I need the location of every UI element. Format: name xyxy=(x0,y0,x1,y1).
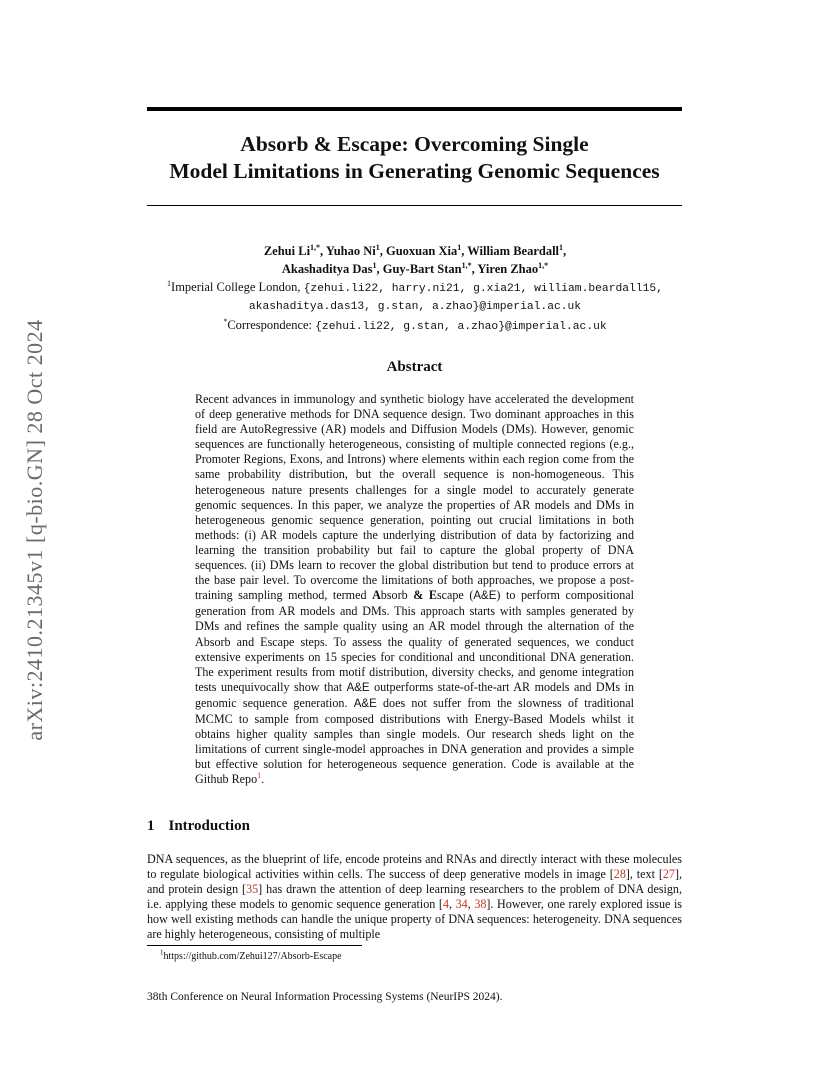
conference-note: 38th Conference on Neural Information Processing Systems (NeurIPS 2024). xyxy=(147,991,503,1003)
arxiv-identifier: arXiv:2410.21345v1 [q-bio.GN] 28 Oct 2024 xyxy=(22,319,47,741)
correspondence-emails: {zehui.li22, g.stan, a.zhao}@imperial.ac.uk xyxy=(315,321,607,333)
author-emails-continued: akashaditya.das13, g.stan, a.zhao}@imperial.ac.uk xyxy=(248,301,582,313)
abstract-body: Recent advances in immunology and synthetic biology have accelerated the development of deep generative methods for DNA sequence design. Two dominant approaches in this field are AutoRegressive (AR) models and Diffusion Models (DMs). However, genomic sequences are functionally heterogeneous, consisting of multiple connected regions (e.g., Promoter Regions, Exons, and Introns) where elements within each region come from the same probability distribution, but the overall sequence is non-homogeneous. This heterogeneous nature presents challenges for a single model to accurately generate genomic sequences. In this paper, we analyze the properties of AR models and DMs in heterogeneous genomic sequence generation, pointing out crucial limitations in both methods: (i) AR models capture the underlying distribution of data by factorizing and learning the transition probability but fail to capture the global property of DNA sequences. (ii) DMs learn to recover the global distribution but tend to produce errors at the base pair level. To overcome the limitations of both approaches, we propose a post-training sampling method, termed Absorb & Escape (A&E) to perform compositional generation from AR models and DMs. This approach starts with samples generated by DMs and refines the sample quality using an AR model through the alternation of the Absorb and Escape steps. To assess the quality of generated sequences, we conduct extensive experiments on 15 species for conditional and unconditional DNA generation. The experiment results from motif distribution, diversity checks, and genome integration tests unequivocally show that A&E outperforms state-of-the-art AR models and DMs in genomic sequence generation. A&E does not suffer from the slowness of traditional MCMC to sample from composed distributions with Energy-Based Models whilst it obtains higher quality samples than single models. Our research sheds light on the limitations of current single-model approaches in DNA generation and provides a simple but effective solution for heterogeneous sequence generation. Code is available at the Github Repo$^1$. xyxy=(195,392,635,787)
section-title: Introduction xyxy=(168,818,250,834)
citation-link[interactable]: 35 xyxy=(246,882,259,897)
author-names-line-1: Zehui $Li^{1,*}$, Yuhao Ni$^1$, Guoxuan Xia$^1$, William Beardall$^1$, xyxy=(263,242,567,258)
title-top-rule xyxy=(147,107,682,111)
section-heading-introduction xyxy=(147,818,250,835)
paper-title xyxy=(147,131,682,185)
affiliation-line: $^1$Imperial College London, {zehui.li22, harry.ni21, g.xia21, william.beardall15, xyxy=(167,278,663,295)
author-block xyxy=(120,242,710,336)
correspondence-line: *Correspondence: {zehui.li22, g.stan, a.zhao}@imperial.ac.uk xyxy=(223,316,607,333)
title-bottom-rule xyxy=(147,205,682,206)
citation-link[interactable]: 27 xyxy=(662,867,675,882)
citation-link[interactable]: 34 xyxy=(455,897,468,912)
arxiv-sidebar-stamp xyxy=(21,270,49,790)
footnote: $^1$https://github.com/Zehui127/Absorb-Escape xyxy=(160,948,342,962)
footnote-link[interactable]: 1 xyxy=(257,771,262,781)
method-abbreviation: A&E xyxy=(353,697,377,710)
author-names-line-2: Akashaditya Das$^1$, Guy-Bart Stan$^{1,*}$, Yiren Zhao$^{1,*}$ xyxy=(281,260,549,276)
abstract-heading: Abstract xyxy=(386,359,443,375)
author-emails: {zehui.li22, harry.ni21, g.xia21, william.beardall15, xyxy=(303,283,663,295)
title-line-2: Model Limitations in Generating Genomic Sequences xyxy=(169,159,660,183)
citation-link[interactable]: 4 xyxy=(442,897,449,912)
method-abbreviation: A&E xyxy=(473,590,497,603)
footnote-rule xyxy=(147,945,362,946)
section-number: 1 xyxy=(147,818,155,834)
method-abbreviation: A&E xyxy=(346,681,370,694)
citation-link[interactable]: 28 xyxy=(613,867,626,882)
title-line-1: Absorb & Escape: Overcoming Single xyxy=(240,132,589,156)
introduction-paragraph: DNA sequences, as the blueprint of life, encode proteins and RNAs and directly interact with these molecules to regulate biological activities within cells. The success of deep generative models in image [28], text [27], and protein design [35] has drawn the attention of deep learning researchers to the problem of DNA design, i.e. applying these models to genomic sequence generation [4, 34, 38]. However, one rarely explored issue is how well existing methods can handle the unique property of DNA sequences: heterogeneity. DNA sequences are highly heterogeneous, consisting of multiple xyxy=(147,852,683,942)
footnote-url[interactable]: https://github.com/Zehui127/Absorb-Escape xyxy=(163,951,342,962)
citation-link[interactable]: 38 xyxy=(474,897,487,912)
